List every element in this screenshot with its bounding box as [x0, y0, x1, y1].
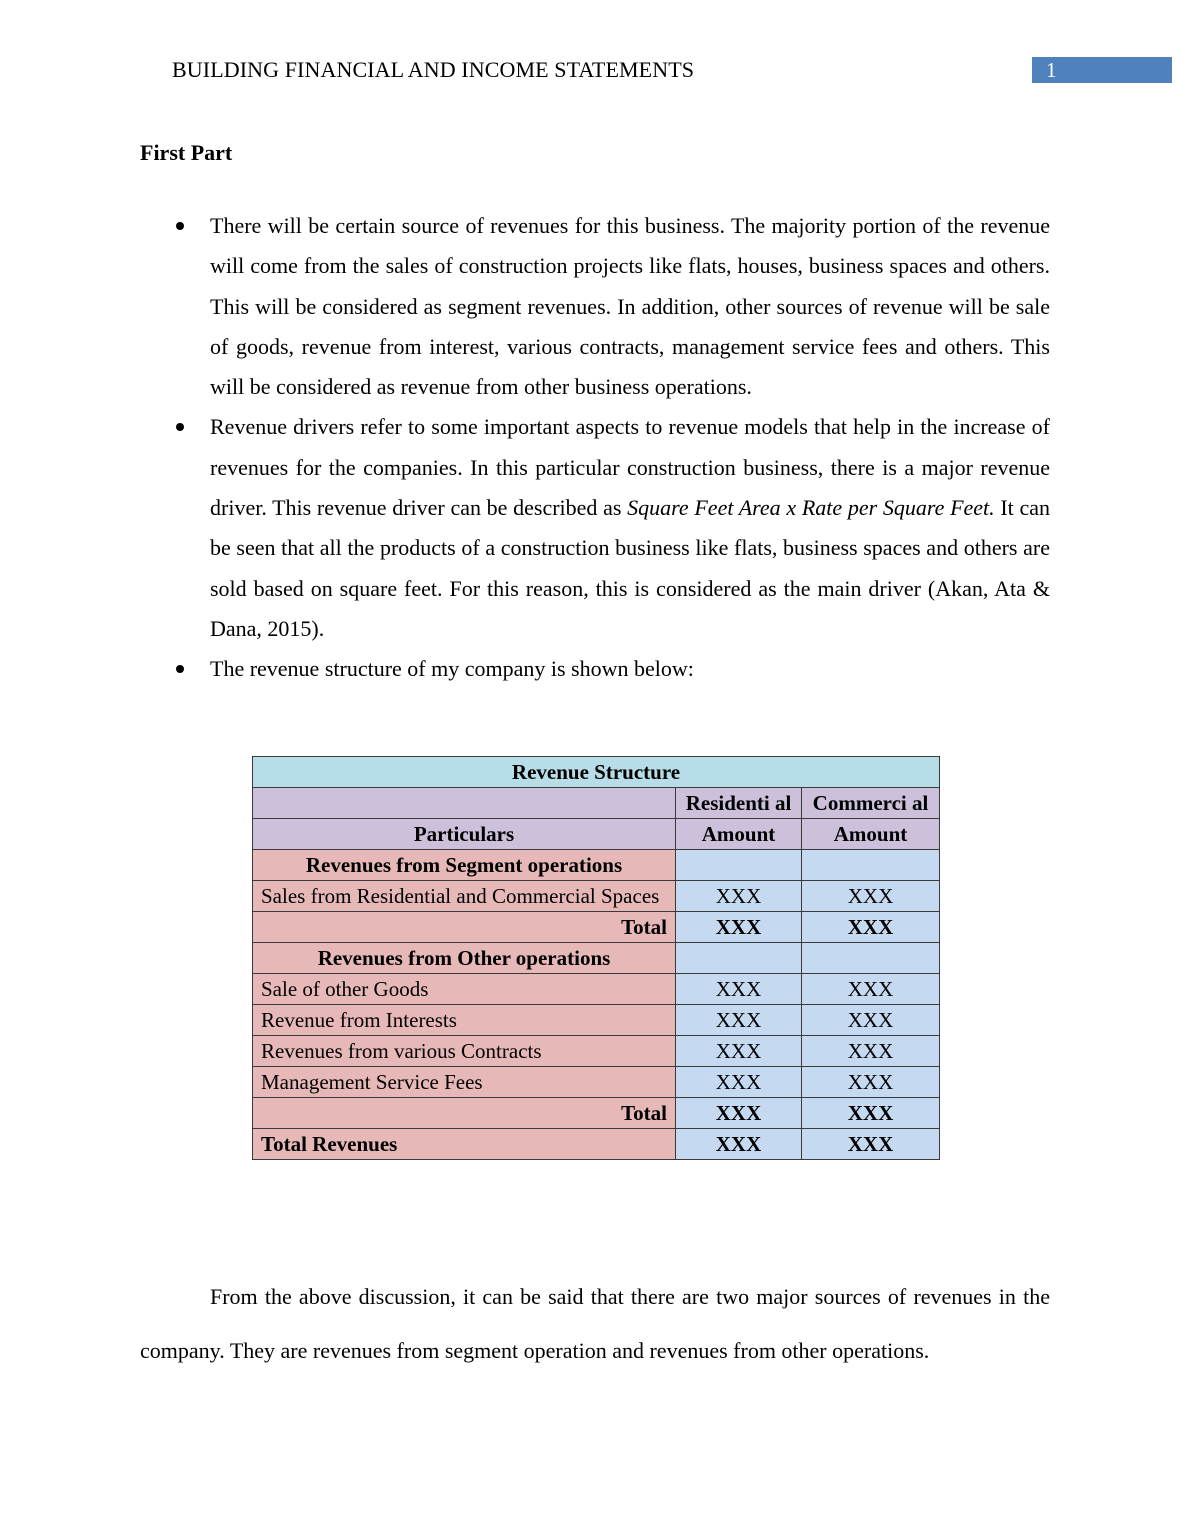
bullet-item-revenue-structure	[140, 649, 1050, 689]
empty-cell	[676, 943, 802, 974]
total-value-residential: XXX	[676, 912, 802, 943]
table-row	[253, 1036, 940, 1067]
header-commercial: Commerci al	[802, 788, 940, 819]
row-value-commercial: XXX	[802, 1067, 940, 1098]
table-row	[253, 881, 940, 912]
header-blank-cell	[253, 788, 676, 819]
row-value-commercial: XXX	[802, 881, 940, 912]
total-label: Total	[253, 1098, 676, 1129]
bullet-text: It can be seen that all the products of a construction business like flats, business spaces and others are sold based on square feet. For this reason, this is considered as the main driver (Akan, Ata & Dana, 2015).	[210, 495, 1051, 641]
row-value-residential: XXX	[676, 1036, 802, 1067]
table-row	[253, 974, 940, 1005]
row-value-residential: XXX	[676, 974, 802, 1005]
empty-cell	[802, 943, 940, 974]
table-row	[253, 1005, 940, 1036]
grand-total-residential: XXX	[676, 1129, 802, 1160]
table-title-row	[253, 757, 940, 788]
other-heading: Revenues from Other operations	[253, 943, 676, 974]
header-amount-residential: Amount	[676, 819, 802, 850]
grand-total-commercial: XXX	[802, 1129, 940, 1160]
row-label: Revenue from Interests	[253, 1005, 676, 1036]
page-number: 1	[1046, 58, 1057, 82]
table-title: Revenue Structure	[253, 757, 940, 788]
row-label: Sales from Residential and Commercial Spaces	[253, 881, 676, 912]
table-row	[253, 1067, 940, 1098]
row-label: Revenues from various Contracts	[253, 1036, 676, 1067]
grand-total-row	[253, 1129, 940, 1160]
bullet-list	[140, 206, 1050, 690]
revenue-structure-table	[252, 756, 940, 1160]
other-total-row	[253, 1098, 940, 1129]
segment-heading: Revenues from Segment operations	[253, 850, 676, 881]
segment-total-row	[253, 912, 940, 943]
other-heading-row	[253, 943, 940, 974]
bullet-icon	[176, 665, 184, 673]
bullet-icon	[176, 423, 184, 431]
table-header-row	[253, 788, 940, 819]
header-amount-commercial: Amount	[802, 819, 940, 850]
total-value-commercial: XXX	[802, 1098, 940, 1129]
row-label: Sale of other Goods	[253, 974, 676, 1005]
bullet-text: There will be certain source of revenues for this business. The majority portion of the revenue will come from the sales of construction projects like flats, houses, business spaces and others. This will be considered as segment revenues. In addition, other sources of revenue will be sale of goods, revenue from interest, various contracts, management service fees and others. This will be considered as revenue from other business operations.	[210, 213, 1050, 400]
bullet-text: Revenue drivers refer to some important aspects to revenue models that help in the increase of revenues for the companies. In this particular construction business, there is a major revenue driver. This revenue driver can be described as	[210, 414, 1050, 521]
empty-cell	[676, 850, 802, 881]
empty-cell	[802, 850, 940, 881]
row-value-residential: XXX	[676, 1005, 802, 1036]
section-title: First Part	[140, 140, 233, 165]
row-value-commercial: XXX	[802, 974, 940, 1005]
running-header-title: BUILDING FINANCIAL AND INCOME STATEMENTS	[172, 57, 695, 82]
conclusion-paragraph: From the above discussion, it can be said that there are two major sources of revenues in the company. They are revenues from segment operation and revenues from other operations.	[140, 1284, 1050, 1363]
grand-total-label: Total Revenues	[253, 1129, 676, 1160]
page-number-badge	[1032, 57, 1172, 83]
bullet-item-revenue-sources	[140, 206, 1050, 407]
bullet-item-revenue-drivers	[140, 407, 1050, 649]
bullet-icon	[176, 222, 184, 230]
header-residential: Residenti al	[676, 788, 802, 819]
total-label: Total	[253, 912, 676, 943]
bullet-text-italic: Square Feet Area x Rate per Square Feet.	[627, 495, 995, 521]
total-value-commercial: XXX	[802, 912, 940, 943]
row-value-commercial: XXX	[802, 1036, 940, 1067]
bullet-text: The revenue structure of my company is shown below:	[210, 656, 694, 682]
total-value-residential: XXX	[676, 1098, 802, 1129]
header-particulars: Particulars	[253, 819, 676, 850]
table-header-row	[253, 819, 940, 850]
row-value-commercial: XXX	[802, 1005, 940, 1036]
row-label: Management Service Fees	[253, 1067, 676, 1098]
segment-heading-row	[253, 850, 940, 881]
row-value-residential: XXX	[676, 1067, 802, 1098]
row-value-residential: XXX	[676, 881, 802, 912]
